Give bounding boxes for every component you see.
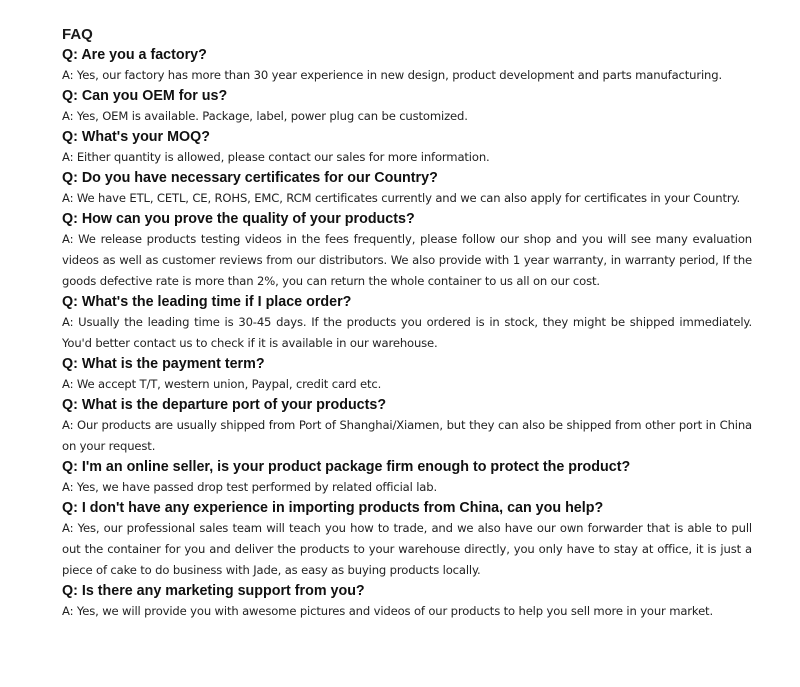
- faq-item-moq: [62, 127, 752, 168]
- faq-question: Q: What is the departure port of your products?: [62, 397, 387, 413]
- faq-item-certificates: [62, 168, 752, 209]
- faq-question: Q: Is there any marketing support from you?: [62, 583, 365, 599]
- faq-item-marketing: [62, 581, 752, 622]
- faq-answer: A: Yes, we have passed drop test performed by related official lab.: [62, 480, 437, 494]
- faq-item-payment: [62, 354, 752, 395]
- faq-question: Q: What's the leading time if I place order?: [62, 294, 352, 310]
- faq-question: Q: I'm an online seller, is your product package firm enough to protect the product?: [62, 459, 631, 475]
- faq-item-departure-port: [62, 395, 752, 457]
- faq-answer: A: Yes, OEM is available. Package, label, power plug can be customized.: [62, 109, 468, 123]
- faq-question: Q: Do you have necessary certificates for our Country?: [62, 170, 438, 186]
- faq-answer: A: Either quantity is allowed, please contact our sales for more information.: [62, 150, 490, 164]
- faq-answer: A: Our products are usually shipped from Port of Shanghai/Xiamen, but they can also be shipped from other port in China on your request.: [62, 418, 752, 453]
- faq-item-leading-time: [62, 292, 752, 354]
- faq-question: Q: Can you OEM for us?: [62, 88, 228, 104]
- faq-question: Q: What's your MOQ?: [62, 129, 210, 145]
- faq-title: FAQ: [62, 26, 93, 43]
- faq-section: [62, 24, 752, 622]
- faq-item-importing-help: [62, 498, 752, 581]
- faq-item-quality: [62, 209, 752, 292]
- faq-answer: A: We accept T/T, western union, Paypal, credit card etc.: [62, 377, 382, 391]
- faq-question: Q: I don't have any experience in importing products from China, can you help?: [62, 500, 604, 516]
- faq-item-factory: [62, 45, 752, 86]
- faq-answer: A: Yes, our factory has more than 30 year experience in new design, product development and parts manufacturing.: [62, 68, 722, 82]
- faq-item-oem: [62, 86, 752, 127]
- faq-answer: A: We have ETL, CETL, CE, ROHS, EMC, RCM certificates currently and we can also apply for certificates in your Country.: [62, 191, 741, 205]
- faq-question: Q: How can you prove the quality of your products?: [62, 211, 415, 227]
- faq-answer: A: We release products testing videos in the fees frequently, please follow our shop and you will see many evaluation videos as well as customer reviews from our distributors. We also provide with 1 year warranty, in warranty period, If the goods defective rate is more than 2%, you can return the whole container to us all on our cost.: [62, 232, 752, 288]
- faq-question: Q: Are you a factory?: [62, 47, 207, 63]
- faq-item-package: [62, 457, 752, 498]
- faq-answer: A: Yes, we will provide you with awesome pictures and videos of our products to help you sell more in your market.: [62, 604, 713, 618]
- faq-answer: A: Yes, our professional sales team will teach you how to trade, and we also have our own forwarder that is able to pull out the container for you and deliver the products to your warehouse directly, you only have to stay at office, it is just a piece of cake to do business with Jade, as easy as buying products locally.: [62, 521, 752, 577]
- faq-question: Q: What is the payment term?: [62, 356, 265, 372]
- faq-answer: A: Usually the leading time is 30-45 days. If the products you ordered is in stock, they might be shipped immediately. You'd better contact us to check if it is available in our warehouse.: [62, 315, 752, 350]
